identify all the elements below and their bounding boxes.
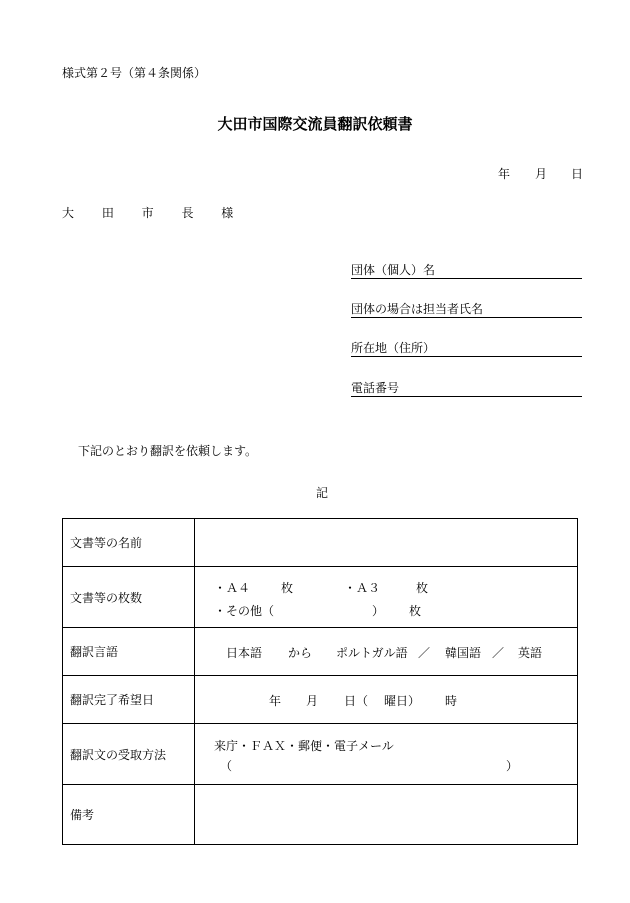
receipt-methods: 来庁・ＦＡＸ・郵便・電子メール (214, 739, 394, 753)
ki-mark: 記 (316, 486, 329, 500)
address-label: 所在地（住所） (351, 341, 436, 355)
deadline-label: 翻訳完了希望日 (63, 676, 195, 724)
receipt-open-paren: （ (220, 759, 233, 773)
document-title: 大田市国際交流員翻訳依頼書 (217, 115, 413, 133)
other-option: ・その他（ (214, 604, 275, 618)
deadline-input-cell[interactable] (195, 676, 578, 724)
date-month-label: 月 (535, 167, 548, 181)
table-row-remarks (63, 785, 578, 845)
deadline-year: 年 (269, 694, 282, 708)
form-number: 様式第２号（第４条関係） (62, 66, 207, 80)
table-row-page-count (63, 567, 578, 628)
language-input-cell[interactable] (195, 628, 578, 676)
page-count-label: 文書等の枚数 (63, 567, 195, 628)
a3-unit: 枚 (416, 581, 429, 595)
address-field[interactable] (351, 341, 582, 357)
deadline-weekday: 曜日） (384, 694, 421, 708)
organization-name-field[interactable] (351, 263, 582, 279)
request-statement: 下記のとおり翻訳を依頼します。 (78, 444, 258, 458)
date-day-label: 日 (571, 167, 584, 181)
table-row-deadline (63, 676, 578, 724)
phone-number-field[interactable] (351, 381, 582, 397)
phone-number-label: 電話番号 (351, 381, 400, 395)
a4-option: ・Ａ４ (214, 581, 251, 595)
request-form-table (62, 518, 578, 845)
deadline-day: 日（ (344, 694, 369, 708)
document-name-input-cell[interactable] (195, 519, 578, 567)
option-english[interactable]: 英語 (518, 646, 543, 660)
option-portuguese[interactable]: ポルトガル語 (336, 646, 408, 660)
receipt-close-paren: ） (506, 759, 519, 773)
date-year-label: 年 (498, 167, 511, 181)
table-row-document-name (63, 519, 578, 567)
option-korean[interactable]: 韓国語 (445, 646, 482, 660)
language-separator: ／ (492, 646, 505, 660)
page-count-input-cell[interactable] (195, 567, 578, 628)
organization-name-label: 団体（個人）名 (351, 263, 436, 277)
contact-person-label: 団体の場合は担当者氏名 (351, 302, 484, 316)
receipt-method-input-cell[interactable] (195, 724, 578, 785)
from-label: から (288, 646, 313, 660)
source-language: 日本語 (226, 646, 263, 660)
document-name-label: 文書等の名前 (63, 519, 195, 567)
other-unit: 枚 (409, 604, 422, 618)
a3-option: ・Ａ３ (344, 581, 381, 595)
other-close-paren: ） (372, 604, 385, 618)
language-separator: ／ (418, 646, 431, 660)
remarks-input-cell[interactable] (195, 785, 578, 845)
table-row-language (63, 628, 578, 676)
deadline-hour: 時 (445, 694, 458, 708)
deadline-month: 月 (306, 694, 319, 708)
contact-person-field[interactable] (351, 302, 582, 318)
receipt-method-label: 翻訳文の受取方法 (63, 724, 195, 785)
language-label: 翻訳言語 (63, 628, 195, 676)
table-row-receipt (63, 724, 578, 785)
remarks-label: 備考 (63, 785, 195, 845)
addressee: 大 田 市 長 様 (62, 206, 246, 220)
a4-unit: 枚 (281, 581, 294, 595)
